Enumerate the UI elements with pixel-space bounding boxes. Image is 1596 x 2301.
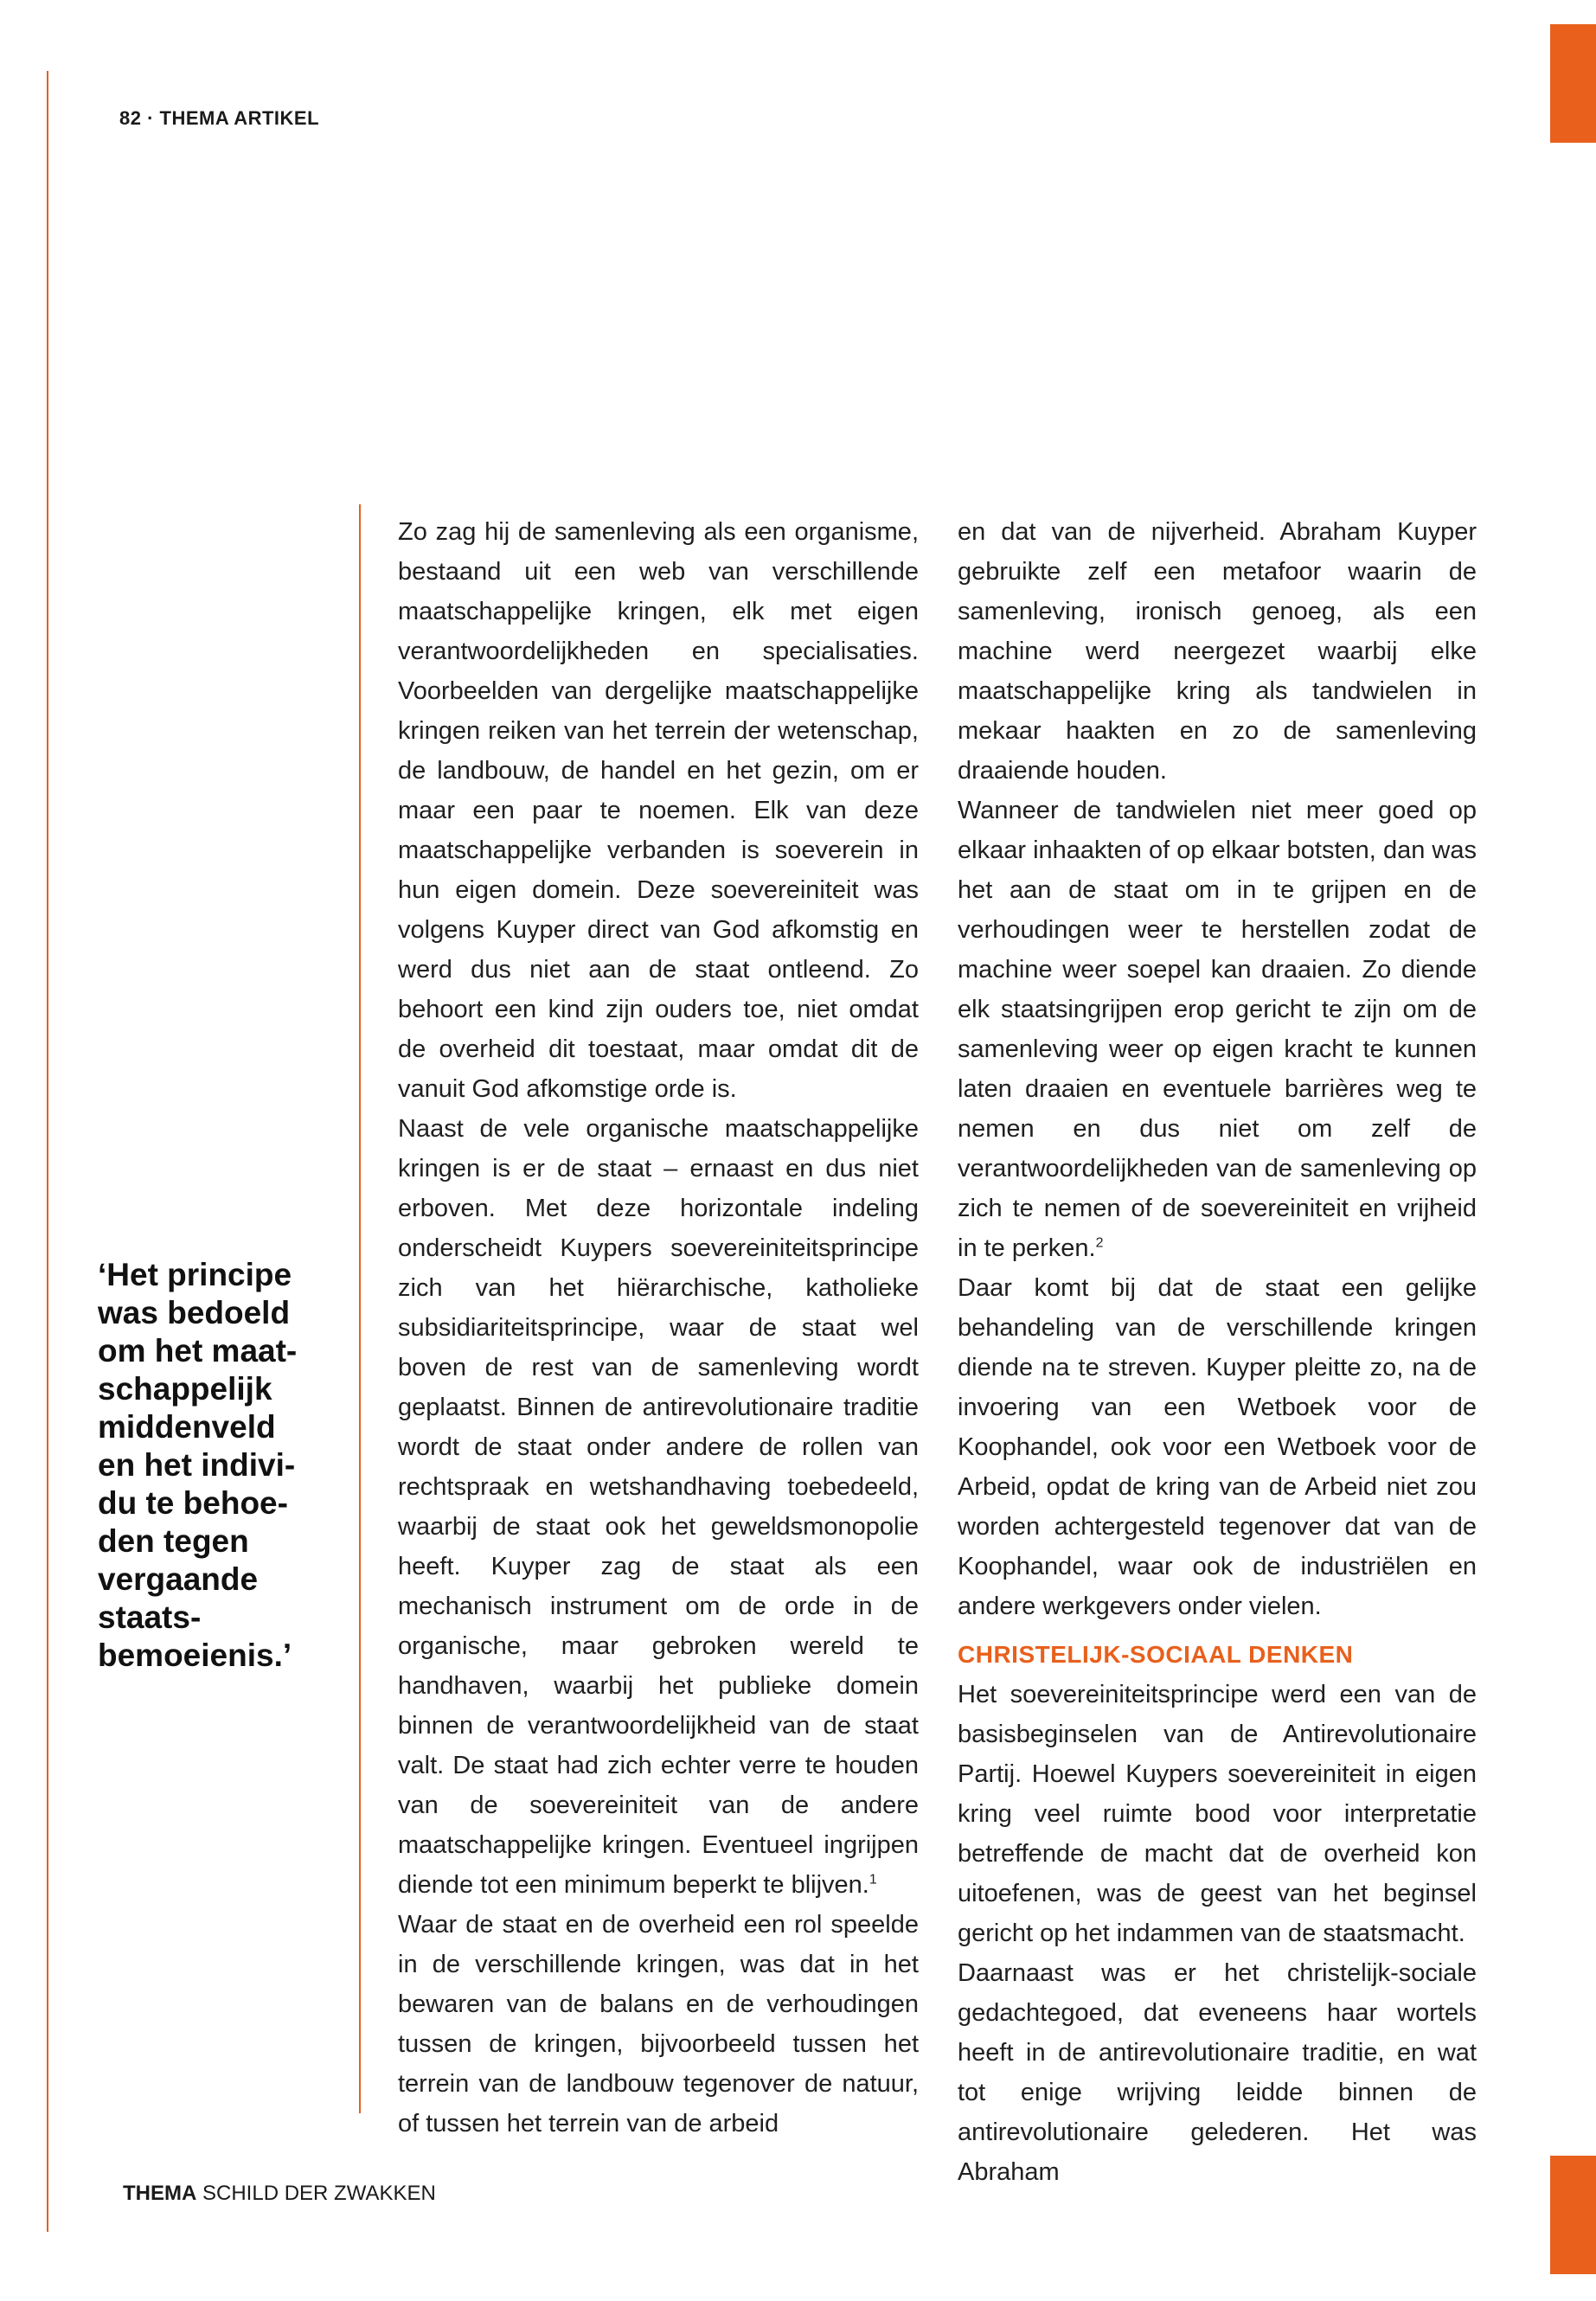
pull-quote-rule	[359, 504, 361, 2113]
paragraph-text: Wanneer de tandwielen niet meer goed op elkaar inhaakten of op elkaar botsten, dan was het aan de staat om in te grijpen en de verhoudingen weer te herstellen zodat de machine weer soepel kan draaien. Zo diende elk staatsingrijpen erop gericht te zijn om de samenleving weer op eigen kracht te kunnen laten draaien en eventuele barrières weg te nemen en dus niet om zelf de verantwoordelijkheden van de samenleving op zich te nemen of de soevereiniteit en vrijheid in te perken.	[958, 797, 1477, 1262]
page-footer	[123, 2182, 436, 2206]
footer-title: SCHILD DER ZWAKKEN	[202, 2182, 436, 2205]
paragraph: Zo zag hij de samenleving als een organisme, bestaand uit een web van verschillende maatschappelijke kringen, elk met eigen verantwoordelijkheden en specialisaties. Voorbeelden van dergelijke maatschappelijke kringen reiken van het terrein der wetenschap, de landbouw, de handel en het gezin, om er maar een paar te noemen. Elk van deze maatschappelijke verbanden is soeverein in hun eigen domein. Deze soevereiniteit was volgens Kuyper direct van God afkomstig en werd dus niet aan de staat ontleend. Zo behoort een kind zijn ouders toe, niet omdat de overheid dit toestaat, maar omdat dit de vanuit God afkomstige orde is.	[398, 518, 919, 1103]
paragraph	[958, 791, 1477, 1268]
paragraph: Daarnaast was er het christelijk-sociale gedachtegoed, dat eveneens haar wortels heeft in de antirevolutionaire traditie, en wat tot enige wrijving leidde binnen de antirevolutionaire gelederen. Het was Abraham	[958, 1959, 1477, 2186]
pull-quote: ‘Het principe was bedoeld om het maat- schappelijk middenveld en het indivi- du te behoe- den tegen vergaande staats- bemoeienis.’	[98, 1257, 298, 1673]
text-column-2	[958, 512, 1477, 2192]
paragraph: Het soevereiniteitsprincipe werd een van de basisbeginselen van de Antirevolutionaire Partij. Hoewel Kuypers soevereiniteit in eigen kring veel ruimte bood voor interpretatie betreffende de macht dat de overheid kon uitoefenen, was de geest van het beginsel gericht op het indammen van de staatsmacht.	[958, 1681, 1477, 1947]
paragraph: en dat van de nijverheid. Abraham Kuyper gebruikte zelf een metafoor waarin de samenleving, ironisch genoeg, als een machine werd neergezet waarbij elke maatschappelijke kring als tandwielen in mekaar haakten en zo de samenleving draaiende houden.	[958, 518, 1477, 785]
left-margin-rule	[47, 71, 48, 2232]
footnote-marker: 1	[869, 1872, 877, 1888]
text-column-1	[398, 512, 919, 2144]
section-heading: CHRISTELIJK-SOCIAAL DENKEN	[958, 1641, 1354, 1668]
paragraph: Daar komt bij dat de staat een gelijke behandeling van de verschillende kringen diende na te streven. Kuyper pleitte zo, na de invoering van een Wetboek voor de Koophandel, ook voor een Wetboek voor de Arbeid, opdat de kring van de Arbeid niet zou worden achtergesteld tegenover dat van de Koophandel, waar ook de industriëlen en andere werkgevers onder vielen.	[958, 1274, 1477, 1620]
footer-brand: THEMA	[123, 2182, 197, 2205]
paragraph-text: Naast de vele organische maatschappelijke kringen is er de staat – ernaast en dus niet erboven. Met deze horizontale indeling onderscheidt Kuypers soevereiniteitsprincipe zich van het hiërarchische, katholieke subsidiariteitsprincipe, waar de staat wel boven de rest van de samenleving wordt geplaatst. Binnen de antirevolutionaire traditie wordt de staat onder andere de rollen van rechtspraak en wetshandhaving toebedeeld, waarbij de staat ook het geweldsmonopolie heeft. Kuyper zag de staat als een mechanisch instrument om de orde in de organische, maar gebroken wereld te handhaven, waarbij het publieke domein binnen de verantwoordelijkheid van de staat valt. De staat had zich echter verre te houden van de soevereiniteit van de andere maatschappelijke kringen. Eventueel ingrijpen diende tot een minimum beperkt te blijven.	[398, 1115, 919, 1899]
paragraph	[398, 1109, 919, 1905]
paragraph: Waar de staat en de overheid een rol speelde in de verschillende kringen, was dat in het bewaren van de balans en de verhoudingen tussen de kringen, bijvoorbeeld tussen het terrein van de landbouw tegenover de natuur, of tussen het terrein van de arbeid	[398, 1911, 919, 2138]
page-tab-top	[1550, 24, 1596, 143]
page-tab-bottom	[1550, 2156, 1596, 2274]
running-head: 82 · THEMA ARTIKEL	[119, 107, 320, 129]
footnote-marker: 2	[1095, 1235, 1104, 1251]
